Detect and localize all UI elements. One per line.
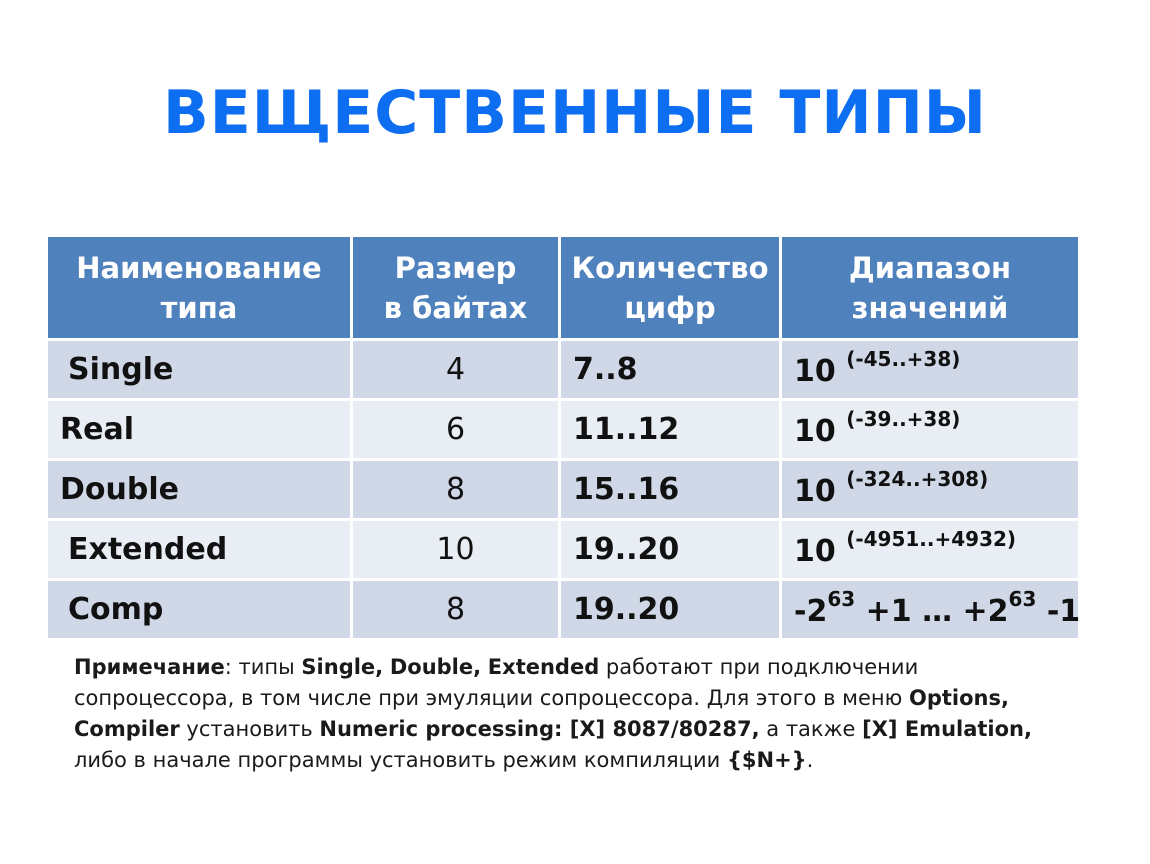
type-name-cell: Comp xyxy=(47,580,352,640)
table-row xyxy=(47,460,1080,520)
table-row xyxy=(47,340,1080,400)
header-digits: Количество цифр xyxy=(560,236,781,340)
header-type-name: Наименование типа xyxy=(47,236,352,340)
range-cell: 10 $^{(-324..+308)}$ xyxy=(781,460,1080,520)
digits-cell: 11..12 xyxy=(560,400,781,460)
size-cell: 10 xyxy=(352,520,560,580)
range-cell: $-2^{63} +1$ … $+2^{63}$ -1 xyxy=(781,580,1080,640)
digits-cell: 7..8 xyxy=(560,340,781,400)
slide-title: ВЕЩЕСТВЕННЫЕ ТИПЫ xyxy=(163,78,987,148)
type-name-cell: Extended xyxy=(47,520,352,580)
table-row xyxy=(47,520,1080,580)
real-types-table xyxy=(45,234,1081,641)
range-cell: 10 $^{(-4951..+4932)}$ xyxy=(781,520,1080,580)
size-cell: 8 xyxy=(352,580,560,640)
digits-cell: 15..16 xyxy=(560,460,781,520)
footnote: Примечание: типы Single, Double, Extended работают при подключении сопроцессора, в том числе при эмуляции сопроцессора. Для этого в меню Options, Compiler установить Numeric processing: [X] 8087/80287, а также [X] Emulation, либо в начале программы установить режим компиляции {$N+}. xyxy=(74,655,1032,772)
digits-cell: 19..20 xyxy=(560,580,781,640)
size-cell: 4 xyxy=(352,340,560,400)
type-name-cell: Double xyxy=(47,460,352,520)
range-cell: 10 $^{(-39..+38)}$ xyxy=(781,400,1080,460)
table-header-row xyxy=(47,236,1080,340)
header-range: Диапазон значений xyxy=(781,236,1080,340)
digits-cell: 19..20 xyxy=(560,520,781,580)
range-cell: 10 $^{(-45..+38)}$ xyxy=(781,340,1080,400)
table-row xyxy=(47,400,1080,460)
size-cell: 8 xyxy=(352,460,560,520)
header-size-bytes: Размер в байтах xyxy=(352,236,560,340)
table-row xyxy=(47,580,1080,640)
type-name-cell: Real xyxy=(47,400,352,460)
type-name-cell: Single xyxy=(47,340,352,400)
size-cell: 6 xyxy=(352,400,560,460)
